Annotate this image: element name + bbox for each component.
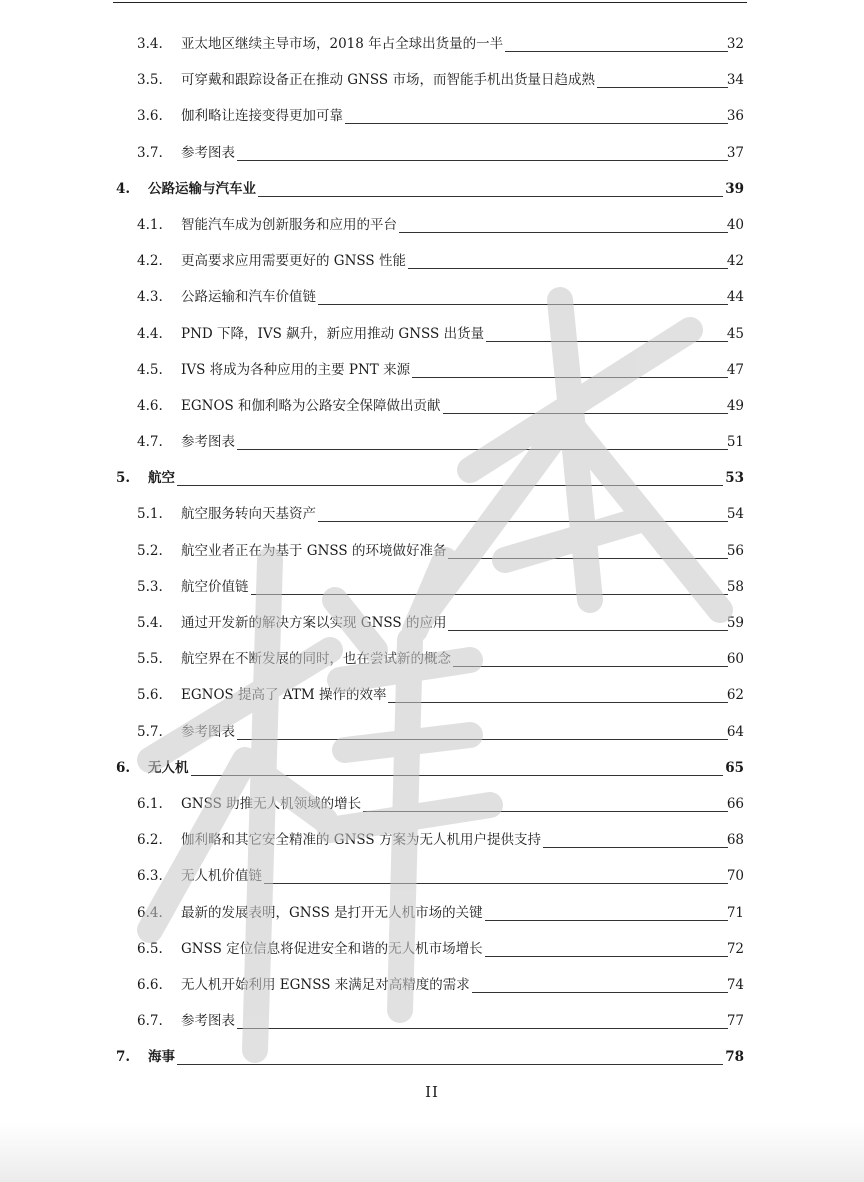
toc-entry-number: 6.4.	[137, 904, 163, 921]
toc-entry-title: 无人机开始利用 EGNSS 来满足对高精度的需求	[181, 976, 470, 993]
toc-section-entry[interactable]	[0, 96, 864, 132]
toc-entry-title: GNSS 助推无人机领域的增长	[181, 795, 362, 812]
toc-leader-line	[388, 702, 728, 703]
toc-entry-title: EGNOS 和伽利略为公路安全保障做出贡献	[181, 397, 441, 414]
toc-page-number: 74	[726, 976, 744, 993]
toc-entry-number: 3.6.	[137, 108, 163, 125]
toc-page-number: 77	[726, 1013, 744, 1030]
toc-page-number: 72	[726, 940, 744, 957]
toc-entry-number: 3.5.	[137, 72, 163, 89]
toc-page-number: 65	[725, 759, 744, 776]
toc-entry-number: 4.1.	[137, 216, 163, 233]
toc-entry-title: 伽利略让连接变得更加可靠	[181, 108, 343, 125]
toc-page-number: 56	[726, 542, 744, 559]
toc-page-number: 51	[726, 434, 744, 451]
toc-section-entry[interactable]	[0, 820, 864, 856]
toc-leader-line	[505, 51, 728, 52]
toc-page-number: 54	[726, 506, 744, 523]
toc-entry-title: 参考图表	[181, 1013, 235, 1030]
toc-leader-line	[597, 87, 728, 88]
toc-leader-line	[237, 1028, 728, 1029]
toc-page-number: 42	[726, 253, 744, 270]
toc-section-entry[interactable]	[0, 784, 864, 820]
toc-section-entry[interactable]	[0, 24, 864, 60]
toc-entry-number: 6.6.	[137, 976, 163, 993]
toc-page-number: 68	[726, 832, 744, 849]
toc-entry-number: 4.	[116, 180, 131, 197]
toc-section-entry[interactable]	[0, 603, 864, 639]
toc-leader-line	[191, 775, 723, 776]
toc-entry-number: 6.3.	[137, 868, 163, 885]
toc-page-number: 59	[726, 615, 744, 631]
toc-leader-line	[251, 594, 728, 595]
toc-entry-number: 4.5.	[137, 361, 163, 378]
toc-page-number: 47	[726, 361, 744, 378]
toc-leader-line	[237, 739, 728, 740]
toc-leader-line	[237, 160, 728, 161]
toc-section-entry[interactable]	[0, 567, 864, 603]
page-shadow	[0, 1122, 864, 1182]
toc-entry-title: 通过开发新的解决方案以实现 GNSS 的应用	[181, 615, 447, 631]
toc-entry-title: 无人机价值链	[181, 868, 262, 885]
toc-entry-title: GNSS 定位信息将促进安全和谐的无人机市场增长	[181, 940, 483, 957]
toc-section-entry[interactable]	[0, 494, 864, 530]
toc-leader-line	[453, 666, 728, 667]
toc-entry-title: 海事	[148, 1049, 175, 1066]
toc-section-entry[interactable]	[0, 60, 864, 96]
toc-page-number: 70	[726, 868, 744, 885]
toc-leader-line	[177, 485, 723, 486]
toc-section-entry[interactable]	[0, 386, 864, 422]
toc-entry-number: 5.6.	[137, 687, 163, 704]
toc-page-number: 64	[726, 723, 744, 740]
toc-leader-line	[485, 956, 728, 957]
toc-entry-number: 3.7.	[137, 144, 163, 161]
toc-leader-line	[448, 558, 728, 559]
toc-entry-title: 更高要求应用需要更好的 GNSS 性能	[181, 253, 406, 270]
toc-entry-number: 6.7.	[137, 1013, 163, 1030]
toc-section-entry[interactable]	[0, 929, 864, 965]
toc-leader-line	[399, 232, 728, 233]
toc-leader-line	[486, 341, 728, 342]
toc-leader-line	[443, 413, 728, 414]
toc-section-entry[interactable]	[0, 531, 864, 567]
toc-entry-title: 参考图表	[181, 434, 235, 451]
toc-leader-line	[448, 630, 728, 631]
toc-section-entry[interactable]	[0, 675, 864, 711]
toc-page-number: 58	[726, 578, 744, 595]
toc-entry-number: 6.5.	[137, 940, 163, 957]
toc-leader-line	[543, 847, 728, 848]
toc-entry-title: IVS 将成为各种应用的主要 PNT 来源	[181, 361, 411, 378]
toc-entry-number: 6.1.	[137, 795, 163, 812]
toc-entry-number: 4.2.	[137, 253, 163, 270]
toc-entry-number: 7.	[116, 1049, 131, 1066]
toc-chapter-entry[interactable]	[0, 1037, 864, 1073]
toc-leader-line	[318, 521, 728, 522]
toc-section-entry[interactable]	[0, 856, 864, 892]
toc-entry-number: 4.6.	[137, 397, 163, 414]
toc-entry-number: 5.7.	[137, 723, 163, 740]
toc-section-entry[interactable]	[0, 241, 864, 277]
toc-entry-number: 5.4.	[137, 615, 163, 631]
toc-leader-line	[472, 992, 728, 993]
toc-page-number: 44	[726, 289, 744, 306]
header-rule	[113, 2, 747, 3]
toc-page-number: 60	[726, 651, 744, 668]
toc-leader-line	[237, 449, 728, 450]
toc-entry-title: 航空界在不断发展的同时，也在尝试新的概念	[181, 651, 451, 668]
toc-entry-title: 最新的发展表明，GNSS 是打开无人机市场的关键	[181, 904, 483, 921]
toc-section-entry[interactable]	[0, 893, 864, 929]
toc-section-entry[interactable]	[0, 639, 864, 675]
toc-page-number: 62	[726, 687, 744, 704]
toc-page-number: 39	[725, 180, 744, 197]
toc-leader-line	[258, 196, 723, 197]
toc-page-number: 34	[726, 72, 744, 89]
toc-page-number: 53	[725, 470, 744, 487]
toc-entry-number: 5.2.	[137, 542, 163, 559]
toc-chapter-entry[interactable]	[0, 458, 864, 494]
toc-entry-number: 4.4.	[137, 325, 163, 342]
toc-section-entry[interactable]	[0, 277, 864, 313]
toc-entry-title: 亚太地区继续主导市场，2018 年占全球出货量的一半	[181, 36, 504, 52]
toc-section-entry[interactable]	[0, 712, 864, 748]
toc-leader-line	[363, 811, 728, 812]
toc-entry-title: 公路运输和汽车价值链	[181, 289, 316, 306]
toc-entry-title: 公路运输与汽车业	[148, 180, 256, 197]
toc-entry-number: 4.7.	[137, 434, 163, 451]
toc-section-entry[interactable]	[0, 422, 864, 458]
toc-entry-title: 参考图表	[181, 723, 235, 740]
toc-page-number: 40	[726, 216, 744, 233]
toc-entry-number: 6.2.	[137, 832, 163, 849]
toc-chapter-entry[interactable]	[0, 748, 864, 784]
toc-entry-number: 6.	[116, 759, 131, 776]
toc-entry-number: 5.1.	[137, 506, 163, 523]
toc-page-number: 49	[726, 397, 744, 414]
toc-section-entry[interactable]	[0, 1001, 864, 1037]
toc-leader-line	[412, 377, 728, 378]
toc-entry-number: 3.4.	[137, 36, 163, 52]
toc-leader-line	[485, 920, 728, 921]
toc-entry-number: 5.5.	[137, 651, 163, 668]
toc-section-entry[interactable]	[0, 965, 864, 1001]
toc-entry-title: 可穿戴和跟踪设备正在推动 GNSS 市场，而智能手机出货量日趋成熟	[181, 72, 595, 89]
toc-entry-title: 无人机	[148, 759, 189, 776]
toc-section-entry[interactable]	[0, 133, 864, 169]
toc-leader-line	[264, 883, 728, 884]
toc-section-entry[interactable]	[0, 350, 864, 386]
page-number: II	[425, 1083, 439, 1101]
toc-leader-line	[345, 123, 728, 124]
toc-chapter-entry[interactable]	[0, 169, 864, 205]
toc-page-number: 71	[726, 904, 744, 921]
toc-page-number: 66	[726, 795, 744, 812]
toc-entry-number: 4.3.	[137, 289, 163, 306]
toc-leader-line	[318, 304, 728, 305]
toc-entry-number: 5.	[116, 470, 131, 487]
toc-page-number: 78	[725, 1049, 744, 1066]
toc-page-number: 32	[726, 36, 744, 52]
toc-section-entry[interactable]	[0, 205, 864, 241]
toc-entry-title: 航空价值链	[181, 578, 249, 595]
toc-entry-title: 参考图表	[181, 144, 235, 161]
toc-leader-line	[408, 268, 728, 269]
toc-entry-title: 航空	[148, 470, 175, 487]
toc-entry-title: 航空业者正在为基于 GNSS 的环境做好准备	[181, 542, 447, 559]
toc-leader-line	[177, 1064, 723, 1065]
toc-page-number: 37	[726, 144, 744, 161]
toc-entry-title: PND 下降，IVS 飙升，新应用推动 GNSS 出货量	[181, 325, 485, 342]
table-of-contents	[0, 24, 864, 1073]
toc-entry-title: 智能汽车成为创新服务和应用的平台	[181, 216, 397, 233]
toc-entry-title: 伽利略和其它安全精准的 GNSS 方案为无人机用户提供支持	[181, 832, 541, 849]
toc-entry-number: 5.3.	[137, 578, 163, 595]
toc-section-entry[interactable]	[0, 314, 864, 350]
toc-entry-title: EGNOS 提高了 ATM 操作的效率	[181, 687, 387, 704]
toc-entry-title: 航空服务转向天基资产	[181, 506, 316, 523]
toc-page-number: 36	[726, 108, 744, 125]
toc-page-number: 45	[726, 325, 744, 342]
